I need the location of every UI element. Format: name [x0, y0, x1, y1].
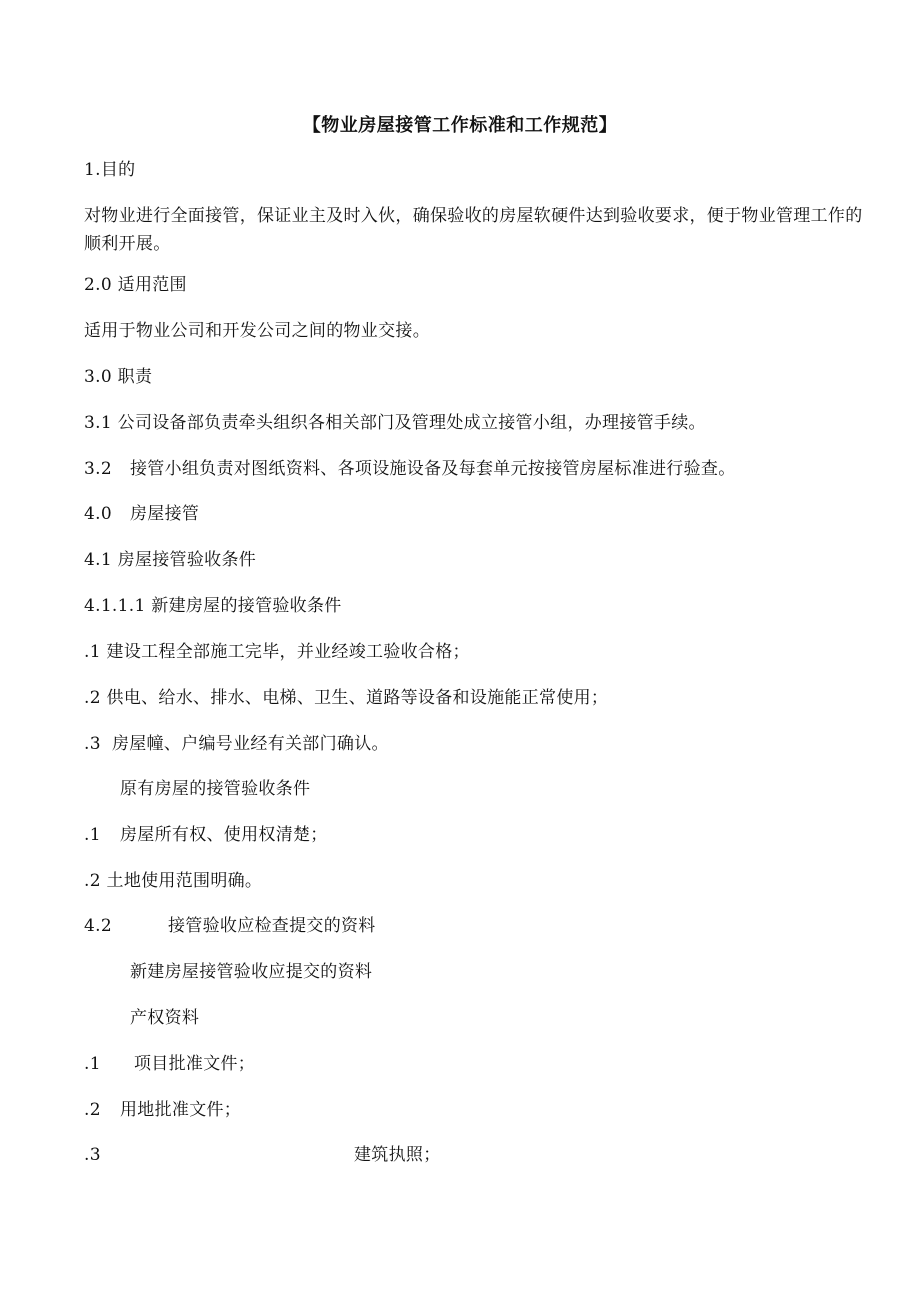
condition-2: .2 供电、给水、排水、电梯、卫生、道路等设备和设施能正常使用； [84, 688, 609, 708]
section-3-2-text: 接管小组负责对图纸资料、各项设施设备及每套单元按接管房屋标准进行验查。 [130, 459, 736, 479]
property-doc-3-number: .3 [84, 1145, 101, 1165]
section-2-heading: 2.0 适用范围 [84, 275, 187, 295]
section-3-heading: 3.0 职责 [84, 367, 153, 387]
original-condition-2: .2 土地使用范围明确。 [84, 871, 263, 891]
condition-3-text: 房屋幢、户编号业经有关部门确认。 [112, 734, 389, 754]
section-4-number: 4.0 [84, 504, 112, 524]
section-4-2-number: 4.2 [84, 916, 112, 936]
original-house-heading: 原有房屋的接管验收条件 [120, 779, 311, 799]
section-2-body: 适用于物业公司和开发公司之间的物业交接。 [84, 321, 430, 341]
condition-3-number: .3 [84, 734, 101, 754]
property-docs-heading: 产权资料 [130, 1008, 200, 1028]
new-house-docs-heading: 新建房屋接管验收应提交的资料 [130, 962, 373, 982]
section-4-1-1-1: 4.1.1.1 新建房屋的接管验收条件 [84, 596, 342, 616]
section-4-2-text: 接管验收应检查提交的资料 [168, 916, 376, 936]
property-doc-3-text: 建筑执照； [354, 1145, 441, 1165]
property-doc-2-number: .2 [84, 1100, 101, 1120]
section-3-2-number: 3.2 [84, 459, 112, 479]
section-4-text: 房屋接管 [130, 504, 200, 524]
property-doc-1-number: .1 [84, 1054, 101, 1074]
property-doc-2-text: 用地批准文件； [120, 1100, 242, 1120]
document-title: 【物业房屋接管工作标准和工作规范】 [302, 115, 618, 136]
condition-1: .1 建设工程全部施工完毕，并业经竣工验收合格； [84, 642, 470, 662]
property-doc-1-text: 项目批准文件； [134, 1054, 256, 1074]
section-3-1: 3.1 公司设备部负责牵头组织各相关部门及管理处成立接管小组，办理接管手续。 [84, 413, 706, 433]
section-1-body: 对物业进行全面接管，保证业主及时入伙，确保验收的房屋软硬件达到验收要求，便于物业管理工作的顺利开展。 [84, 206, 863, 254]
original-condition-1-text: 房屋所有权、使用权清楚； [120, 825, 328, 845]
section-4-1: 4.1 房屋接管验收条件 [84, 550, 257, 570]
original-condition-1-number: .1 [84, 825, 101, 845]
section-1-heading: 1.目的 [84, 160, 136, 180]
